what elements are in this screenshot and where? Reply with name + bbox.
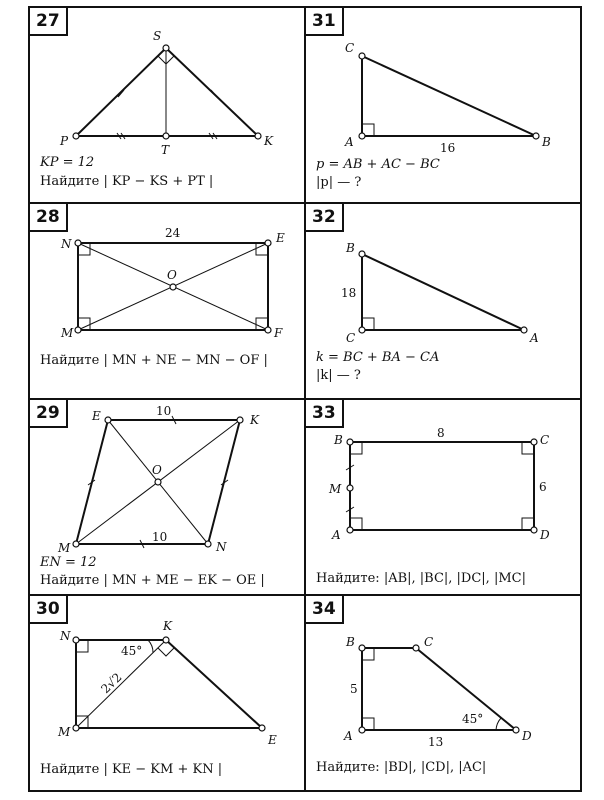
figure-32 <box>359 251 527 333</box>
figure-29 <box>73 416 243 548</box>
label-28-len: 24 <box>165 226 181 240</box>
label-30-k: K <box>163 619 172 633</box>
label-27-s: S <box>153 29 162 43</box>
label-32-len: 18 <box>341 286 357 300</box>
label-31-len: 16 <box>440 141 456 155</box>
label-34-angle: 45° <box>462 712 484 726</box>
label-34-left: 5 <box>350 682 358 696</box>
label-28-o: O <box>167 268 177 282</box>
figure-31 <box>359 53 539 139</box>
label-30-e: E <box>268 733 277 747</box>
label-28-e: E <box>276 231 285 245</box>
label-32-c: C <box>346 331 356 345</box>
given-29: EN = 12 <box>40 555 97 570</box>
label-31-c: C <box>345 41 355 55</box>
problem-number-31: 31 <box>306 8 344 36</box>
label-27-t: T <box>161 143 170 157</box>
task-33: Найдите: |AB|, |BC|, |DC|, |MC| <box>316 571 526 586</box>
label-30-diag: 2√2 <box>98 670 125 697</box>
problem-number-34: 34 <box>306 596 344 624</box>
label-33-c: C <box>540 433 550 447</box>
task-30: Найдите | KE − KM + KN | <box>40 762 223 777</box>
label-28-n: N <box>61 237 72 251</box>
figure-28 <box>75 240 271 333</box>
figure-33 <box>346 439 537 533</box>
problem-number-30: 30 <box>30 596 68 624</box>
problem-number-33: 33 <box>306 400 344 428</box>
label-29-top: 10 <box>156 404 172 418</box>
label-29-e: E <box>92 409 101 423</box>
label-30-n: N <box>60 629 71 643</box>
task-32: |k| — ? <box>316 368 361 383</box>
task-34: Найдите: |BD|, |CD|, |AC| <box>316 760 487 775</box>
task-27: Найдите | KP − KS + PT | <box>40 174 214 189</box>
label-31-b: B <box>542 135 551 149</box>
label-33-m: M <box>329 482 342 496</box>
label-34-b: B <box>346 635 355 649</box>
label-28-f: F <box>274 326 283 340</box>
label-28-m: M <box>61 326 74 340</box>
label-34-bottom: 13 <box>428 735 444 749</box>
task-28: Найдите | MN + NE − MN − OF | <box>40 353 268 368</box>
label-33-d: D <box>540 528 550 542</box>
given-32: k = BC + BA − CA <box>316 350 440 365</box>
label-29-o: O <box>152 463 162 477</box>
label-32-a: A <box>530 331 539 345</box>
label-33-side: 6 <box>539 480 547 494</box>
label-29-bottom: 10 <box>152 530 168 544</box>
label-33-top: 8 <box>437 426 445 440</box>
figure-34 <box>359 645 519 733</box>
problem-number-29: 29 <box>30 400 68 428</box>
label-27-p: P <box>60 134 69 148</box>
label-33-a: A <box>332 528 341 542</box>
label-31-a: A <box>345 135 354 149</box>
label-34-c: C <box>424 635 434 649</box>
label-29-m: M <box>58 541 71 555</box>
label-32-b: B <box>346 241 355 255</box>
label-33-b: B <box>334 433 343 447</box>
label-30-m: M <box>58 725 71 739</box>
problem-number-27: 27 <box>30 8 68 36</box>
task-29: Найдите | MN + ME − EK − OE | <box>40 573 265 588</box>
task-31: |p| — ? <box>316 175 362 190</box>
figure-27 <box>73 45 261 139</box>
label-27-k: K <box>264 134 273 148</box>
label-29-k: K <box>250 413 259 427</box>
label-29-n: N <box>216 540 227 554</box>
given-31: p = AB + AC − BC <box>316 157 440 172</box>
problem-number-28: 28 <box>30 204 68 232</box>
given-27: KP = 12 <box>40 155 95 170</box>
problem-number-32: 32 <box>306 204 344 232</box>
label-34-a: A <box>344 729 353 743</box>
label-34-d: D <box>522 729 532 743</box>
label-30-angle: 45° <box>121 644 143 658</box>
